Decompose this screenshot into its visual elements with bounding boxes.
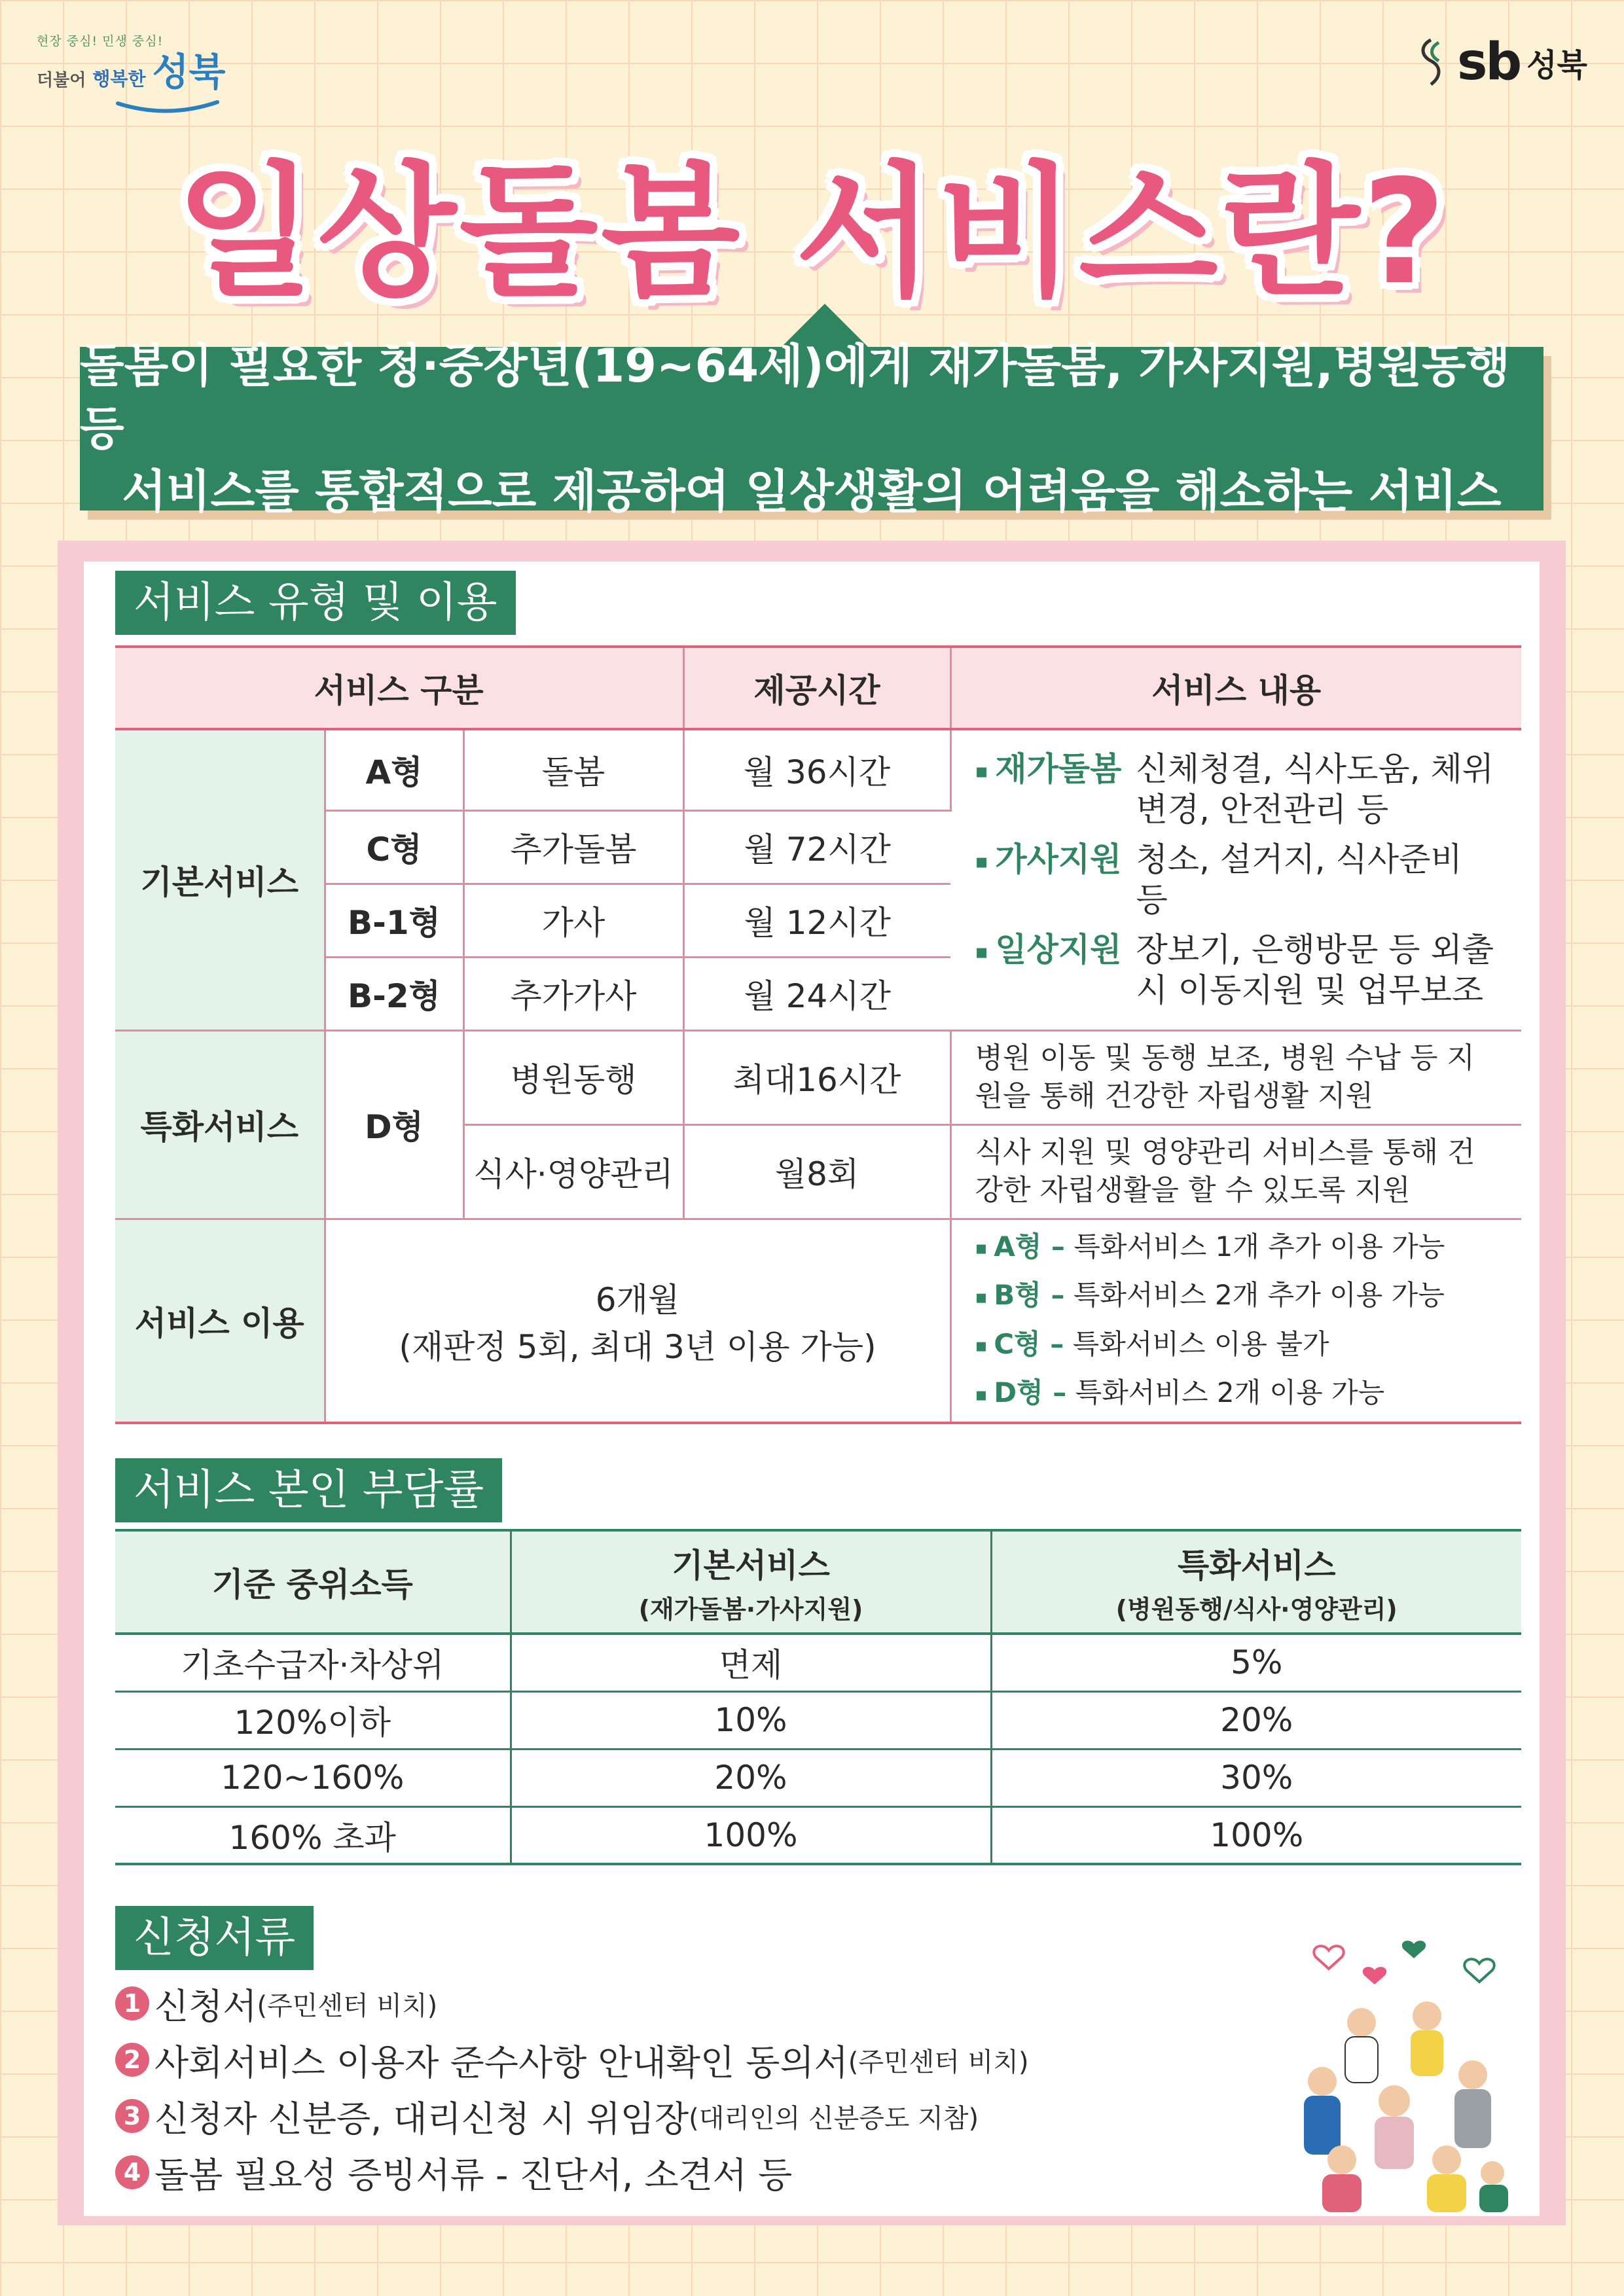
- type-cell: C형: [325, 810, 463, 884]
- number-badge: 1: [115, 1986, 149, 2020]
- content-key: ▪ 일상지원: [975, 929, 1122, 973]
- header-basic-sub: (재가돌봄·가사지원): [638, 1594, 863, 1624]
- document-text: 돌봄 필요성 증빙서류 - 진단서, 소견서 등: [154, 2154, 793, 2196]
- logo-seongbuk-text: 성북: [1526, 46, 1587, 84]
- usage-period: 6개월: [595, 1280, 680, 1319]
- content-val: 청소, 설거지, 식사준비 등: [1136, 840, 1462, 920]
- category-basic: 기본서비스: [115, 729, 325, 1030]
- name-cell: 돌봄: [463, 729, 683, 810]
- document-note: (주민센터 비치): [848, 2047, 1029, 2077]
- type-cell: A형: [325, 729, 463, 810]
- time-cell: 월 36시간: [683, 729, 950, 810]
- usage-list-item: [975, 1275, 1498, 1318]
- time-cell: 월 72시간: [683, 810, 950, 884]
- category-usage: 서비스 이용: [115, 1219, 325, 1423]
- service-type-table: [115, 645, 1521, 1424]
- sb-seongbuk-logo: [1411, 33, 1587, 92]
- name-cell: 가사: [463, 884, 683, 957]
- sb-logo-mark-icon: [1411, 36, 1451, 88]
- income-cell: 기초수급자·차상위: [115, 1634, 511, 1691]
- copay-table: [115, 1529, 1521, 1865]
- income-cell: 160% 초과: [115, 1806, 511, 1864]
- usage-val: 특화서비스 이용 불가: [1072, 1327, 1329, 1360]
- table-row: [115, 1749, 1521, 1806]
- usage-key: ▪ D형 –: [975, 1376, 1067, 1408]
- header-basic: [511, 1530, 991, 1634]
- usage-key: ▪ C형 –: [975, 1328, 1064, 1360]
- header-time: 제공시간: [683, 647, 950, 729]
- section-label-service-types: 서비스 유형 및 이용: [115, 571, 516, 635]
- page-title: 일상돌봄 서비스란?: [175, 149, 1449, 316]
- heart-icon: [1402, 1941, 1426, 1958]
- caring-people-illustration: [1283, 1924, 1519, 2212]
- document-note: (대리인의 신분증도 지참): [689, 2103, 979, 2134]
- logo-tagline: 현장 중심! 민생 중심!: [37, 34, 164, 48]
- name-cell: 병원동행: [463, 1030, 683, 1124]
- usage-list-item: [975, 1324, 1498, 1367]
- special-rate-cell: 100%: [991, 1806, 1521, 1864]
- document-note: (주민센터 비치): [257, 1990, 438, 2021]
- special-rate-cell: 20%: [991, 1691, 1521, 1749]
- document-text: 신청서: [154, 1985, 257, 2027]
- usage-key: ▪ B형 –: [975, 1279, 1065, 1311]
- banner-line-1: 돌봄이 필요한 청·중장년(19~64세)에게 재가돌봄, 가사지원,병원동행 등: [80, 339, 1511, 456]
- time-cell: 월8회: [683, 1124, 950, 1219]
- special-rate-cell: 5%: [991, 1634, 1521, 1691]
- usage-period-cell: [325, 1219, 950, 1423]
- content-val: 장보기, 은행방문 등 외출 시 이동지원 및 업무보조: [1136, 931, 1494, 1010]
- list-item: [115, 2144, 1029, 2200]
- table-row: [115, 1806, 1521, 1864]
- content-val: 신체청결, 식사도움, 체위변경, 안전관리 등: [1136, 750, 1494, 829]
- special-rate-cell: 30%: [991, 1749, 1521, 1806]
- heart-icon: [1363, 1967, 1386, 1984]
- section-label-copay: 서비스 본인 부담률: [115, 1458, 502, 1522]
- logo-sb-text: sb: [1456, 33, 1521, 92]
- logo-text-3: 성북: [152, 50, 226, 94]
- table-row: [115, 1691, 1521, 1749]
- number-badge: 4: [115, 2155, 149, 2189]
- header-category: 서비스 구분: [115, 647, 683, 729]
- category-special: 특화서비스: [115, 1030, 325, 1219]
- content-key: ▪ 가사지원: [975, 839, 1122, 882]
- usage-list-item: [975, 1227, 1498, 1269]
- list-item: [115, 2088, 1029, 2144]
- section-label-documents: 신청서류: [115, 1906, 314, 1970]
- content-row: [975, 929, 1498, 1011]
- intro-banner: [80, 339, 1543, 518]
- basic-rate-cell: 20%: [511, 1749, 991, 1806]
- list-item: [115, 1975, 1029, 2032]
- basic-rate-cell: 100%: [511, 1806, 991, 1864]
- usage-list-item: [975, 1372, 1498, 1415]
- document-list: [115, 1975, 1029, 2200]
- header-special-sub: (병원동행/식사·영양관리): [1115, 1594, 1398, 1624]
- header-income: 기준 중위소득: [115, 1530, 511, 1634]
- logo-text-2: 행복한: [92, 68, 146, 90]
- header-basic-title: 기본서비스: [672, 1546, 830, 1585]
- time-cell: 최대16시간: [683, 1030, 950, 1124]
- header-content: 서비스 내용: [950, 647, 1521, 729]
- special-content-cell: 식사 지원 및 영양관리 서비스를 통해 건강한 자립생활을 할 수 있도록 지원: [950, 1124, 1521, 1219]
- table-row: [115, 1634, 1521, 1691]
- usage-val: 특화서비스 1개 추가 이용 가능: [1074, 1230, 1445, 1263]
- heart-icon: [1464, 1959, 1494, 1982]
- seongbuk-slogan-logo: [37, 31, 246, 103]
- income-cell: 120~160%: [115, 1749, 511, 1806]
- special-content-cell: 병원 이동 및 동행 보조, 병원 수납 등 지원을 통해 건강한 자립생활 지원: [950, 1030, 1521, 1124]
- document-text: 사회서비스 이용자 준수사항 안내확인 동의서: [154, 2041, 848, 2083]
- content-row: [975, 839, 1498, 920]
- heart-icon: [1314, 1946, 1343, 1969]
- usage-list-cell: [950, 1219, 1521, 1423]
- content-row: [975, 749, 1498, 830]
- logo-text-1: 더불어: [37, 71, 86, 90]
- time-cell: 월 12시간: [683, 884, 950, 957]
- document-text: 신청자 신분증, 대리신청 시 위임장: [154, 2098, 689, 2140]
- usage-key: ▪ A형 –: [975, 1230, 1065, 1263]
- basic-rate-cell: 면제: [511, 1634, 991, 1691]
- usage-val: 특화서비스 2개 이용 가능: [1075, 1376, 1385, 1408]
- basic-rate-cell: 10%: [511, 1691, 991, 1749]
- income-cell: 120%이하: [115, 1691, 511, 1749]
- basic-content-cell: [950, 729, 1521, 1030]
- usage-val: 특화서비스 2개 추가 이용 가능: [1073, 1279, 1445, 1311]
- list-item: [115, 2032, 1029, 2088]
- usage-period-note: (재판정 5회, 최대 3년 이용 가능): [399, 1327, 876, 1366]
- logo-swoosh-icon: [115, 99, 220, 115]
- type-cell: B-1형: [325, 884, 463, 957]
- header-special: [991, 1530, 1521, 1634]
- time-cell: 월 24시간: [683, 957, 950, 1030]
- banner-line-2: 서비스를 통합적으로 제공하여 일상생활의 어려움을 해소하는 서비스: [122, 465, 1502, 518]
- type-cell: B-2형: [325, 957, 463, 1030]
- content-key: ▪ 재가돌봄: [975, 749, 1122, 792]
- number-badge: 3: [115, 2099, 149, 2133]
- type-cell: D형: [325, 1030, 463, 1219]
- name-cell: 추가가사: [463, 957, 683, 1030]
- name-cell: 식사·영양관리: [463, 1124, 683, 1219]
- number-badge: 2: [115, 2043, 149, 2077]
- name-cell: 추가돌봄: [463, 810, 683, 884]
- header-special-title: 특화서비스: [1178, 1546, 1336, 1585]
